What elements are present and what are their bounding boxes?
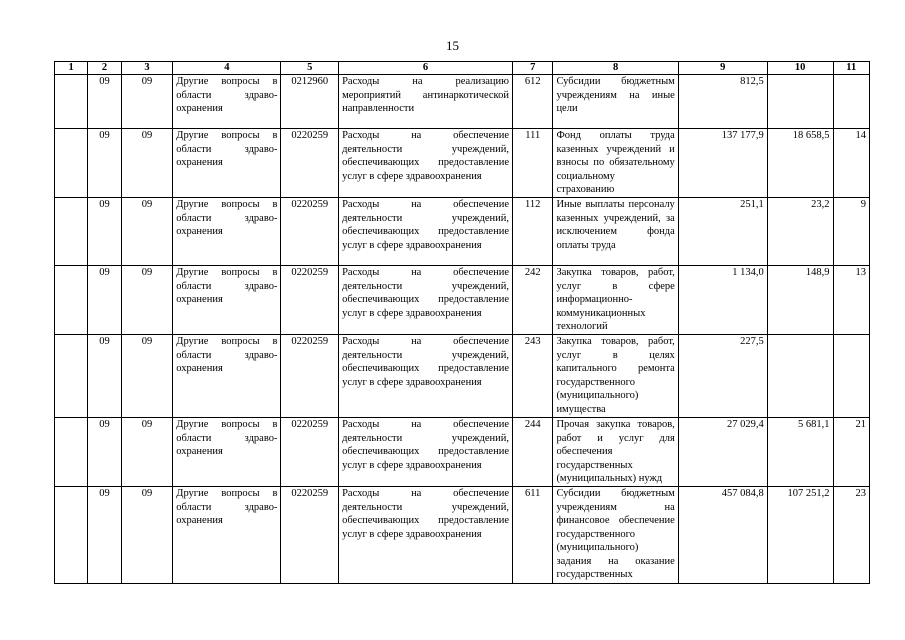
table-row	[55, 198, 870, 266]
col-header-7: 7	[513, 62, 553, 75]
col-header-5: 5	[281, 62, 339, 75]
header-row	[55, 62, 870, 75]
cell-subsection-name: Другие вопросы в области здраво-охранения	[173, 487, 281, 584]
cell-amount-2	[767, 75, 833, 129]
cell-expense-code: 242	[513, 266, 553, 335]
col-header-2: 2	[88, 62, 121, 75]
cell-percent: 21	[833, 418, 870, 487]
cell-subsection-name: Другие вопросы в области здраво-охранения	[173, 198, 281, 266]
cell-amount: 457 084,8	[678, 487, 767, 584]
cell-percent: 13	[833, 266, 870, 335]
cell-target-code: 0212960	[281, 75, 339, 129]
cell-amount: 227,5	[678, 335, 767, 418]
cell-section: 09	[88, 487, 121, 584]
cell-target-name: Расходы на обеспечение деятельности учреждений, обеспечивающих предоставление услуг в сфере здравоохранения	[339, 266, 513, 335]
cell-col1	[55, 335, 88, 418]
cell-col1	[55, 198, 88, 266]
table-row	[55, 75, 870, 129]
cell-target-code: 0220259	[281, 487, 339, 584]
cell-expense-name: Фонд оплаты труда казенных учреждений и взносы по обязательному социальному страхованию	[553, 129, 678, 198]
cell-expense-name: Закупка товаров, работ, услуг в сфере информационно-коммуникационных технологий	[553, 266, 678, 335]
cell-amount-2: 148,9	[767, 266, 833, 335]
cell-subsection: 09	[121, 75, 173, 129]
table-row	[55, 335, 870, 418]
cell-target-code: 0220259	[281, 418, 339, 487]
cell-section: 09	[88, 335, 121, 418]
cell-col1	[55, 75, 88, 129]
col-header-8: 8	[553, 62, 678, 75]
col-header-1: 1	[55, 62, 88, 75]
cell-subsection-name: Другие вопросы в области здраво-охранения	[173, 129, 281, 198]
cell-target-name: Расходы на обеспечение деятельности учреждений, обеспечивающих предоставление услуг в сфере здравоохранения	[339, 418, 513, 487]
cell-target-code: 0220259	[281, 335, 339, 418]
cell-amount-2: 18 658,5	[767, 129, 833, 198]
cell-subsection: 09	[121, 418, 173, 487]
cell-section: 09	[88, 266, 121, 335]
cell-percent: 14	[833, 129, 870, 198]
table-row	[55, 266, 870, 335]
cell-subsection: 09	[121, 266, 173, 335]
cell-subsection-name: Другие вопросы в области здраво-охранения	[173, 335, 281, 418]
cell-amount: 27 029,4	[678, 418, 767, 487]
cell-percent	[833, 75, 870, 129]
cell-amount: 251,1	[678, 198, 767, 266]
cell-percent	[833, 335, 870, 418]
cell-percent: 23	[833, 487, 870, 584]
page-number: 15	[446, 38, 459, 53]
cell-expense-name: Иные выплаты персоналу казенных учреждений, за исключением фонда оплаты труда	[553, 198, 678, 266]
col-header-3: 3	[121, 62, 173, 75]
cell-expense-name: Субсидии бюджетным учреждениям на иные цели	[553, 75, 678, 129]
cell-expense-code: 611	[513, 487, 553, 584]
cell-amount-2: 107 251,2	[767, 487, 833, 584]
cell-target-name: Расходы на обеспечение деятельности учреждений, обеспечивающих предоставление услуг в сфере здравоохранения	[339, 335, 513, 418]
cell-subsection-name: Другие вопросы в области здраво-охранения	[173, 418, 281, 487]
cell-target-name: Расходы на обеспечение деятельности учреждений, обеспечивающих предоставление услуг в сфере здравоохранения	[339, 198, 513, 266]
cell-subsection-name: Другие вопросы в области здраво-охранения	[173, 75, 281, 129]
cell-amount-2: 23,2	[767, 198, 833, 266]
cell-amount: 137 177,9	[678, 129, 767, 198]
table-row	[55, 129, 870, 198]
table-row	[55, 418, 870, 487]
table-row	[55, 487, 870, 584]
cell-subsection: 09	[121, 129, 173, 198]
cell-expense-code: 612	[513, 75, 553, 129]
cell-subsection: 09	[121, 335, 173, 418]
cell-expense-name: Закупка товаров, работ, услуг в целях капитального ремонта государственного (муниципального) имущества	[553, 335, 678, 418]
cell-col1	[55, 129, 88, 198]
cell-amount-2: 5 681,1	[767, 418, 833, 487]
col-header-10: 10	[767, 62, 833, 75]
cell-expense-code: 243	[513, 335, 553, 418]
cell-expense-code: 111	[513, 129, 553, 198]
cell-subsection: 09	[121, 198, 173, 266]
cell-col1	[55, 266, 88, 335]
cell-section: 09	[88, 75, 121, 129]
cell-expense-code: 244	[513, 418, 553, 487]
cell-col1	[55, 418, 88, 487]
col-header-9: 9	[678, 62, 767, 75]
cell-section: 09	[88, 418, 121, 487]
cell-section: 09	[88, 198, 121, 266]
cell-subsection-name: Другие вопросы в области здраво-охранения	[173, 266, 281, 335]
cell-target-name: Расходы на реализацию мероприятий антинаркотической направленности	[339, 75, 513, 129]
cell-subsection: 09	[121, 487, 173, 584]
cell-amount-2	[767, 335, 833, 418]
cell-percent: 9	[833, 198, 870, 266]
cell-target-name: Расходы на обеспечение деятельности учреждений, обеспечивающих предоставление услуг в сфере здравоохранения	[339, 129, 513, 198]
col-header-4: 4	[173, 62, 281, 75]
cell-target-code: 0220259	[281, 198, 339, 266]
cell-target-code: 0220259	[281, 129, 339, 198]
cell-section: 09	[88, 129, 121, 198]
budget-table	[54, 61, 870, 584]
cell-target-code: 0220259	[281, 266, 339, 335]
cell-col1	[55, 487, 88, 584]
cell-target-name: Расходы на обеспечение деятельности учреждений, обеспечивающих предоставление услуг в сфере здравоохранения	[339, 487, 513, 584]
col-header-11: 11	[833, 62, 870, 75]
cell-expense-name: Субсидии бюджетным учреждениям на финансовое обеспечение государственного (муниципального) задания на оказание государственных	[553, 487, 678, 584]
col-header-6: 6	[339, 62, 513, 75]
cell-amount: 812,5	[678, 75, 767, 129]
cell-expense-name: Прочая закупка товаров, работ и услуг для обеспечения государственных (муниципальных) нужд	[553, 418, 678, 487]
cell-expense-code: 112	[513, 198, 553, 266]
cell-amount: 1 134,0	[678, 266, 767, 335]
